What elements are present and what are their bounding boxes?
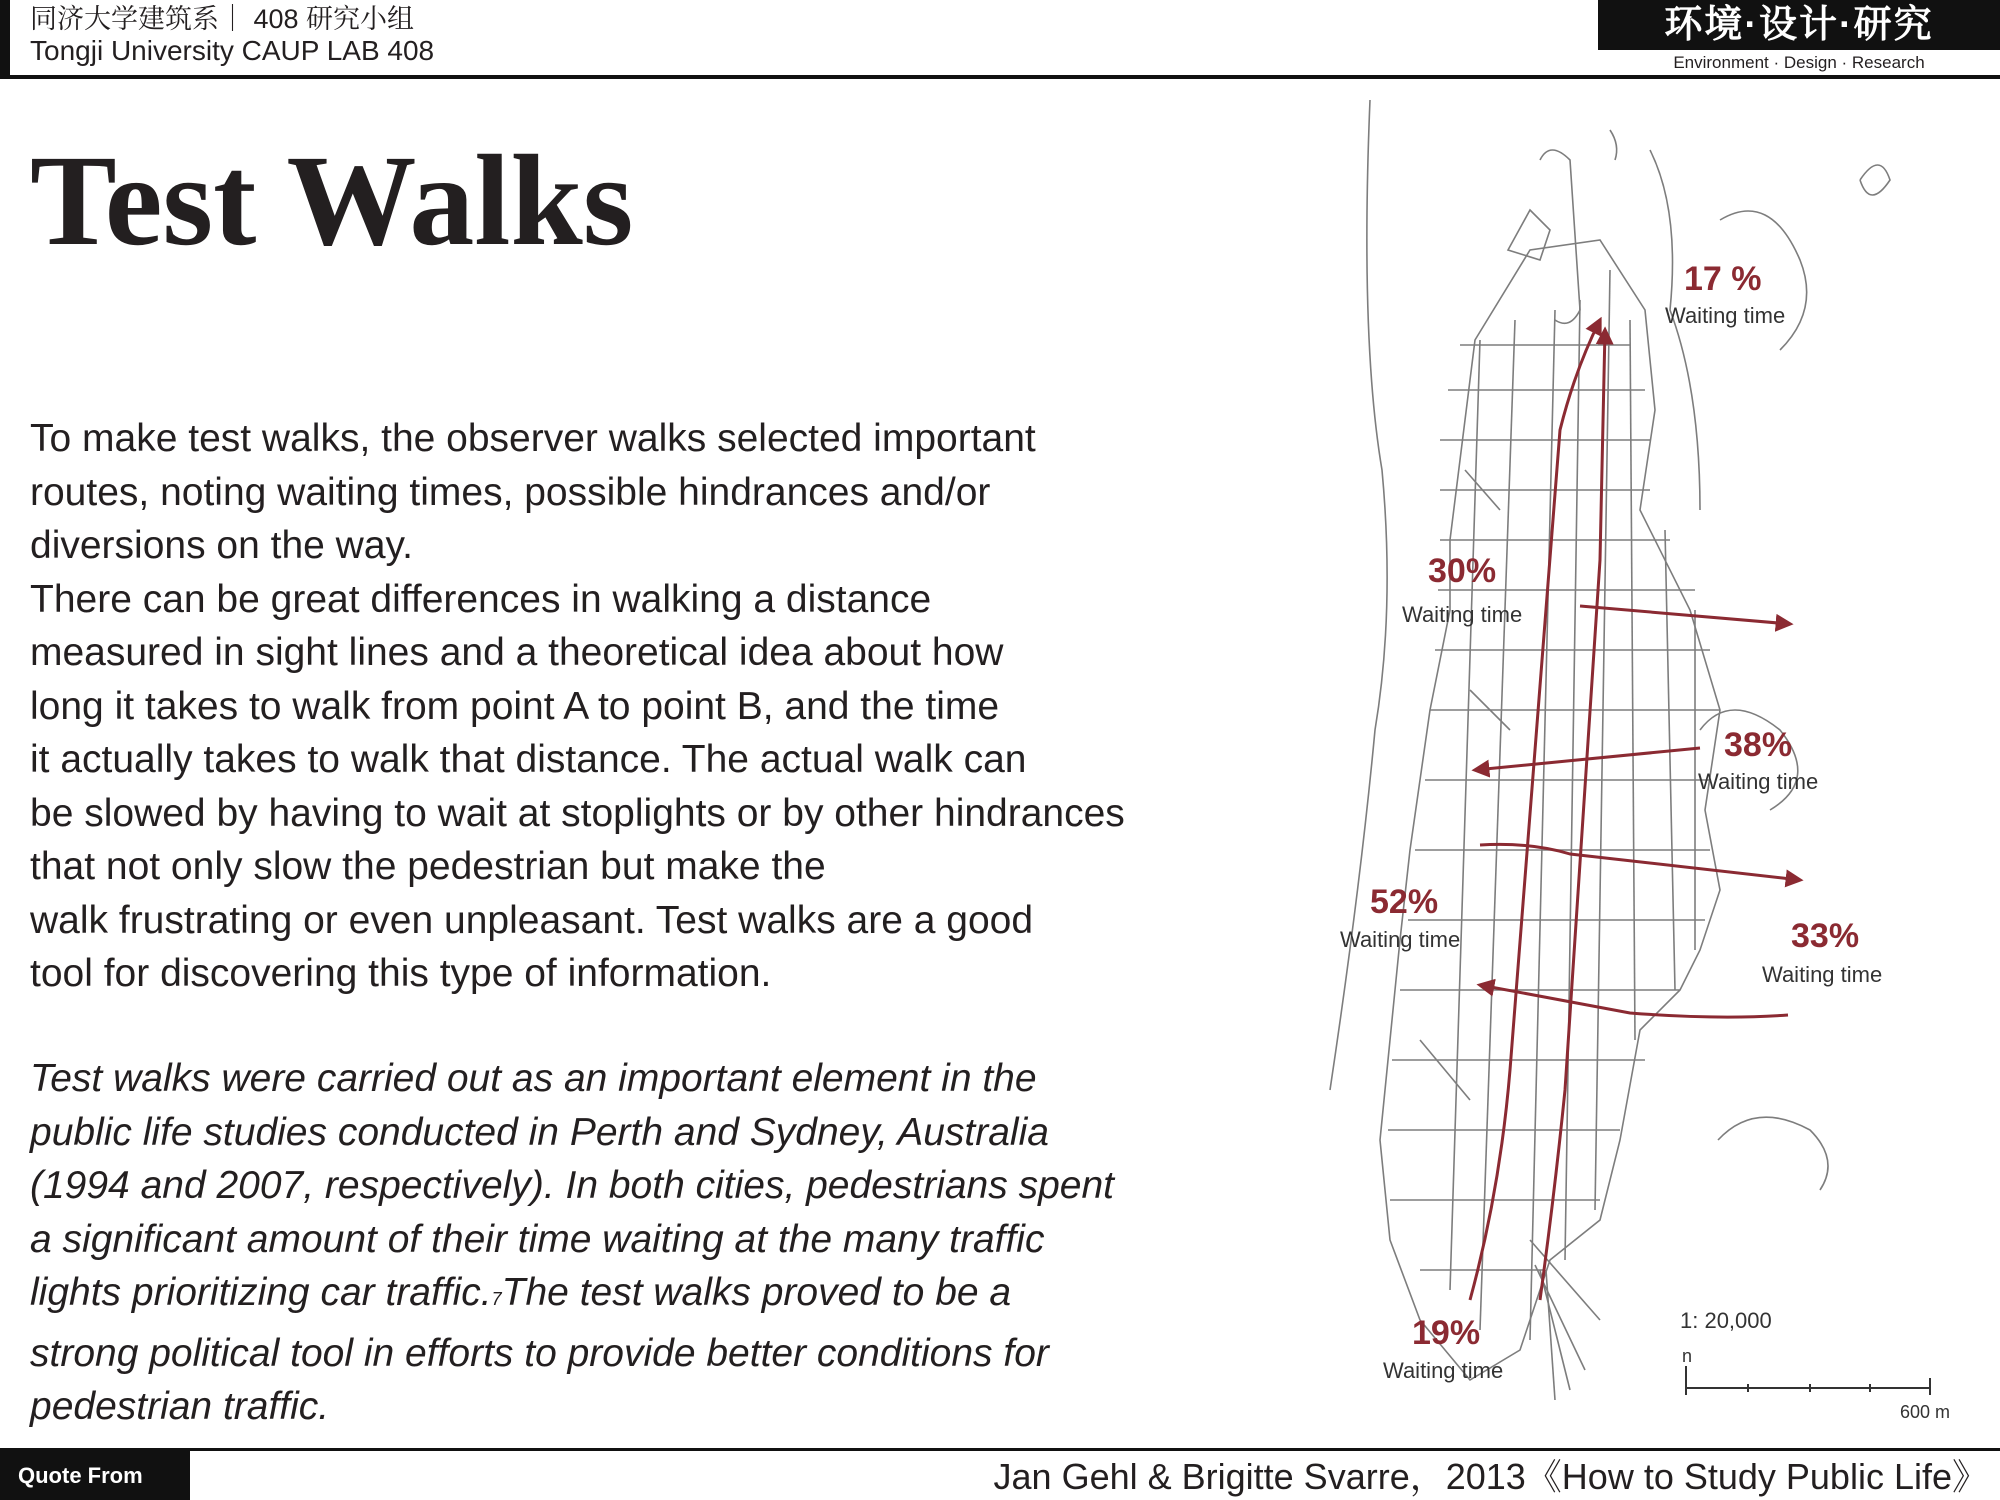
route-crossing-30 [1580, 606, 1790, 624]
percentage-label: 30% [1428, 552, 1497, 590]
body-line: it actually takes to walk that distance. The actual walk can [30, 738, 1027, 781]
map-scale [1680, 1308, 1950, 1422]
body-paragraph [30, 412, 1270, 1001]
body-line: be slowed by having to wait at stoplights or by other hindrances [30, 791, 1125, 835]
body-line: tool for discovering this type of information. [30, 952, 772, 995]
organization-chinese: 同济大学建筑系｜ 408 研究小组 [30, 4, 415, 34]
waiting-time-labels [1340, 260, 1882, 1383]
organization-english: Tongji University CAUP LAB 408 [30, 35, 435, 66]
italic-line: Test walks were carried out as an important element in the [30, 1057, 1037, 1100]
header-divider [0, 75, 2000, 79]
italic-line: (1994 and 2007, respectively). In both cities, pedestrians spent [30, 1164, 1114, 1207]
waiting-time-label: Waiting time [1698, 769, 1819, 794]
italic-line: public life studies conducted in Perth and Sydney, Australia [30, 1110, 1049, 1154]
italic-line-part: lights prioritizing car traffic. [30, 1271, 492, 1314]
test-walk-routes [1470, 320, 1800, 1300]
body-line: walk frustrating or even unpleasant. Test walks are a good [30, 898, 1034, 942]
north-label: n [1682, 1346, 1693, 1366]
waiting-time-label: Waiting time [1383, 1358, 1504, 1383]
brand-logo: 环境·设计·研究 [1598, 0, 2000, 50]
body-line: There can be great differences in walking a distance [30, 577, 932, 621]
waiting-time-label: Waiting time [1402, 602, 1523, 627]
city-route-map [1300, 90, 2000, 1440]
body-line: To make test walks, the observer walks selected important [30, 417, 1036, 460]
italic-line: pedestrian traffic. [30, 1385, 330, 1428]
footnote-marker: 7 [491, 1289, 502, 1309]
body-line: measured in sight lines and a theoretical idea about how [30, 631, 1004, 674]
percentage-label: 33% [1791, 917, 1860, 955]
percentage-label: 19% [1412, 1314, 1481, 1352]
header-accent-bar [0, 0, 10, 78]
body-line: routes, noting waiting times, possible hindrances and/or [30, 470, 991, 514]
waiting-time-label: Waiting time [1340, 927, 1461, 952]
percentage-label: 52% [1370, 883, 1439, 921]
italic-line-part: The test walks proved to be a [501, 1271, 1012, 1314]
page-title: Test Walks [30, 129, 634, 273]
italic-line [30, 1266, 1270, 1327]
quote-from-label: Quote From [0, 1451, 190, 1500]
waiting-time-label: Waiting time [1665, 303, 1786, 328]
italic-line: a significant amount of their time waiting at the many traffic [30, 1217, 1045, 1261]
source-citation: Jan Gehl & Brigitte Svarre，2013《How to Study Public Life》 [993, 1456, 1988, 1497]
brand-tagline: Environment · Design · Research [1673, 53, 1925, 72]
footer-divider [0, 1448, 2000, 1451]
case-study-paragraph [30, 1052, 1270, 1434]
scale-bar [1686, 1366, 1930, 1395]
body-line: that not only slow the pedestrian but make the [30, 845, 826, 888]
body-line: diversions on the way. [30, 524, 413, 567]
body-line: long it takes to walk from point A to point B, and the time [30, 684, 1000, 728]
scale-ratio: 1: 20,000 [1680, 1308, 1772, 1333]
italic-line: strong political tool in efforts to provide better conditions for [30, 1331, 1049, 1375]
street-grid [1330, 100, 1890, 1400]
percentage-label: 17 % [1684, 260, 1762, 298]
percentage-label: 38% [1724, 726, 1793, 764]
waiting-time-label: Waiting time [1762, 962, 1883, 987]
scale-distance: 600 m [1900, 1402, 1951, 1422]
